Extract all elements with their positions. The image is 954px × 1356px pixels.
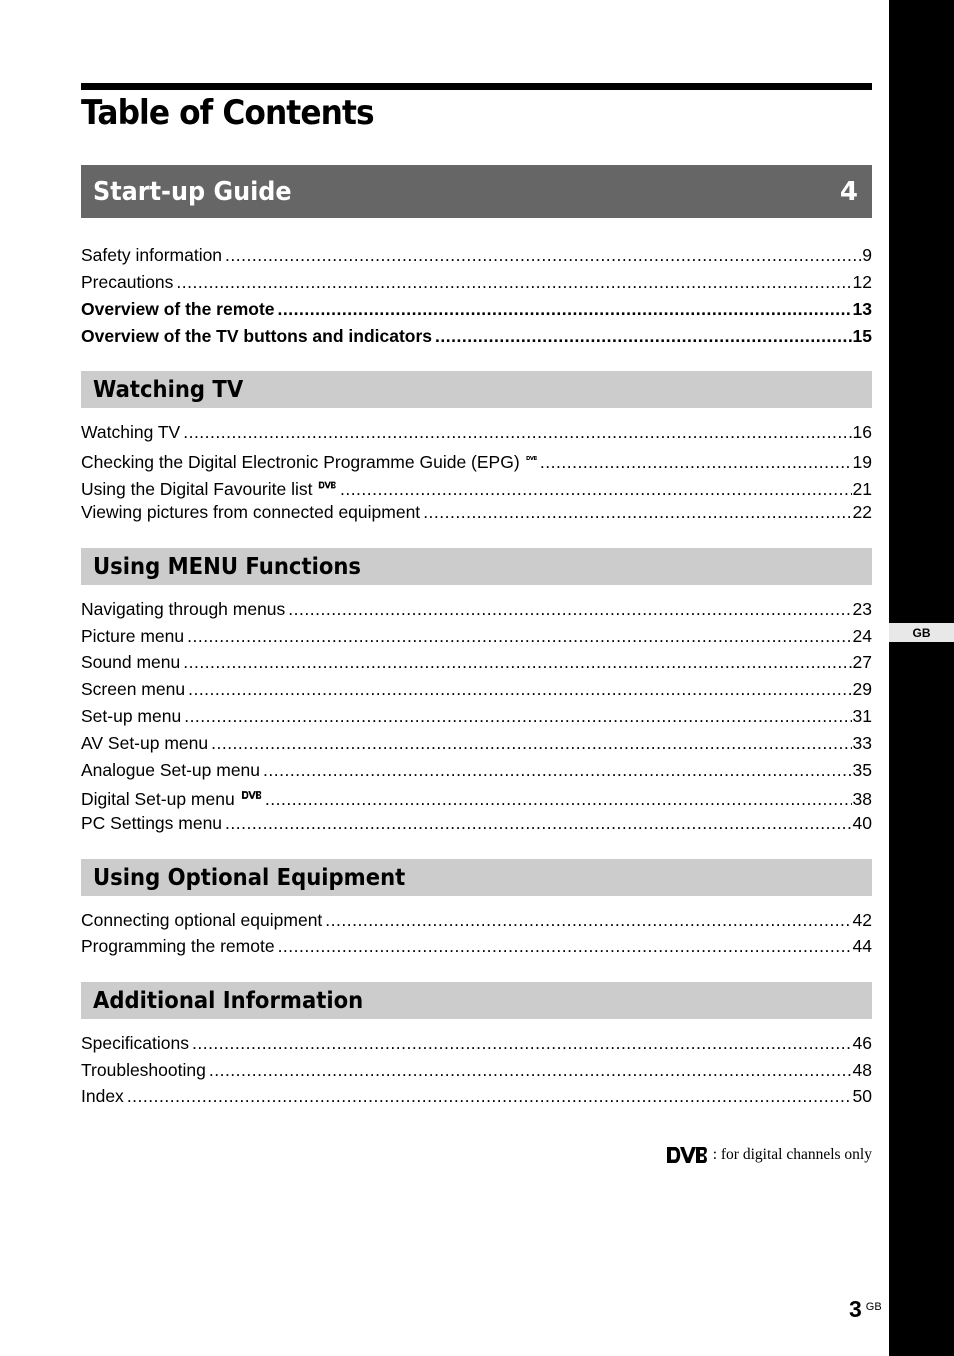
toc-entry-av-set-up-menu[interactable] <box>81 732 872 754</box>
toc-entry-page: 21 <box>852 479 872 499</box>
section-heading-label: Additional Information <box>93 987 364 1014</box>
toc-entry-label: Set-up menu <box>81 706 182 726</box>
toc-entry-label: Sound menu <box>81 652 181 672</box>
language-tab: GB <box>889 623 954 642</box>
toc-entry-page: 29 <box>852 679 872 699</box>
toc-entry-label: AV Set-up menu <box>81 733 209 753</box>
dot-leader <box>225 812 851 834</box>
toc-entry-page: 22 <box>852 502 872 522</box>
dot-leader <box>263 759 852 781</box>
toc-entry-precautions[interactable] <box>81 271 872 293</box>
toc-entry-label: Troubleshooting <box>81 1060 206 1080</box>
toc-entry-overview-tv-buttons[interactable] <box>81 325 872 347</box>
toc-entry-epg[interactable] <box>81 448 872 470</box>
toc-entry-page: 50 <box>852 1086 872 1106</box>
dvb-logo-icon <box>318 475 336 495</box>
toc-entry-watching-tv[interactable] <box>81 421 872 443</box>
toc-entry-label: Screen menu <box>81 679 186 699</box>
toc-entry-label: Navigating through menus <box>81 599 286 619</box>
toc-entry-picture-menu[interactable] <box>81 625 872 647</box>
section-heading-watching-tv[interactable] <box>81 371 872 408</box>
toc-entry-label: Index <box>81 1086 124 1106</box>
dot-leader <box>225 244 861 266</box>
dot-leader <box>184 705 851 727</box>
section-heading-start-up-guide[interactable] <box>81 165 872 218</box>
dot-leader <box>176 271 851 293</box>
toc-entry-label: Overview of the remote <box>81 299 275 319</box>
page-title: Table of Contents <box>81 93 374 133</box>
toc-entry-page: 19 <box>852 452 872 472</box>
dot-leader <box>183 651 851 673</box>
toc-entry-page: 23 <box>852 599 872 619</box>
dot-leader <box>192 1032 852 1054</box>
dot-leader <box>540 451 852 473</box>
section-heading-additional-information[interactable] <box>81 982 872 1019</box>
dot-leader <box>278 298 852 320</box>
page-number <box>849 1296 882 1323</box>
dot-leader <box>325 909 851 931</box>
toc-entry-label: Picture menu <box>81 626 185 646</box>
toc-entry-analogue-set-up-menu[interactable] <box>81 759 872 781</box>
dot-leader <box>278 935 852 957</box>
toc-entry-page: 48 <box>852 1060 872 1080</box>
toc-entry-page: 46 <box>852 1033 872 1053</box>
toc-entry-viewing-pictures[interactable] <box>81 501 872 523</box>
section-heading-menu-functions[interactable] <box>81 548 872 585</box>
dot-leader <box>288 598 851 620</box>
toc-entry-set-up-menu[interactable] <box>81 705 872 727</box>
toc-entry-page: 13 <box>852 299 872 319</box>
toc-entry-page: 9 <box>862 245 872 265</box>
dot-leader <box>183 421 851 443</box>
toc-entry-page: 44 <box>852 936 872 956</box>
section-heading-page: 4 <box>839 176 858 207</box>
toc-entry-label: Overview of the TV buttons and indicators <box>81 326 433 346</box>
toc-entry-label: Using the Digital Favourite list <box>81 479 313 499</box>
toc-entry-page: 15 <box>852 326 872 346</box>
dot-leader <box>435 325 852 347</box>
dvb-logo-icon <box>526 448 537 468</box>
page-number-value: 3 <box>849 1296 862 1322</box>
section-heading-label: Using MENU Functions <box>93 553 362 580</box>
dvb-logo-icon <box>665 1145 709 1165</box>
toc-entry-digital-favourite[interactable] <box>81 475 872 497</box>
toc-entry-sound-menu[interactable] <box>81 651 872 673</box>
toc-entry-label: Safety information <box>81 245 223 265</box>
toc-entry-specifications[interactable] <box>81 1032 872 1054</box>
toc-entry-programming-remote[interactable] <box>81 935 872 957</box>
toc-entry-page: 12 <box>852 272 872 292</box>
toc-entry-page: 24 <box>852 626 872 646</box>
toc-entry-connecting-equipment[interactable] <box>81 909 872 931</box>
toc-entry-label: Analogue Set-up menu <box>81 760 261 780</box>
toc-entry-page: 27 <box>852 652 872 672</box>
toc-entry-label: Specifications <box>81 1033 189 1053</box>
toc-entry-page: 40 <box>852 813 872 833</box>
toc-entry-digital-set-up-menu[interactable] <box>81 785 872 807</box>
toc-entry-label: PC Settings menu <box>81 813 223 833</box>
section-heading-label: Start-up Guide <box>93 176 292 207</box>
dot-leader <box>187 625 851 647</box>
toc-entry-page: 35 <box>852 760 872 780</box>
footnote <box>665 1143 872 1167</box>
toc-entry-label: Viewing pictures from connected equipment <box>81 502 421 522</box>
section-heading-label: Using Optional Equipment <box>93 864 406 891</box>
toc-entry-overview-remote[interactable] <box>81 298 872 320</box>
dvb-logo-icon <box>241 785 262 805</box>
toc-entry-label: Digital Set-up menu <box>81 789 235 809</box>
side-strip <box>889 0 954 1356</box>
toc-entry-label: Connecting optional equipment <box>81 910 323 930</box>
toc-entry-label: Watching TV <box>81 422 181 442</box>
footnote-text: : for digital channels only <box>712 1146 872 1163</box>
section-heading-label: Watching TV <box>93 376 244 403</box>
toc-entry-label: Precautions <box>81 272 174 292</box>
toc-entry-page: 33 <box>852 733 872 753</box>
toc-entry-label: Programming the remote <box>81 936 275 956</box>
toc-entry-pc-settings-menu[interactable] <box>81 812 872 834</box>
top-rule <box>81 83 872 90</box>
dot-leader <box>127 1085 852 1107</box>
toc-entry-troubleshooting[interactable] <box>81 1059 872 1081</box>
dot-leader <box>423 501 851 523</box>
page-number-suffix: GB <box>865 1301 882 1313</box>
toc-entry-safety-information[interactable] <box>81 244 872 266</box>
dot-leader <box>188 678 851 700</box>
toc-entry-page: 42 <box>852 910 872 930</box>
toc-entry-index[interactable] <box>81 1085 872 1107</box>
dot-leader <box>340 478 852 500</box>
toc-entry-page: 16 <box>852 422 872 442</box>
dot-leader <box>265 788 852 810</box>
dot-leader <box>211 732 851 754</box>
section-heading-optional-equipment[interactable] <box>81 859 872 896</box>
toc-entry-page: 31 <box>852 706 872 726</box>
toc-entry-page: 38 <box>852 789 872 809</box>
toc-entry-label: Checking the Digital Electronic Programme Guide (EPG) <box>81 452 520 472</box>
toc-entry-navigating-menus[interactable] <box>81 598 872 620</box>
dot-leader <box>209 1059 852 1081</box>
toc-entry-screen-menu[interactable] <box>81 678 872 700</box>
